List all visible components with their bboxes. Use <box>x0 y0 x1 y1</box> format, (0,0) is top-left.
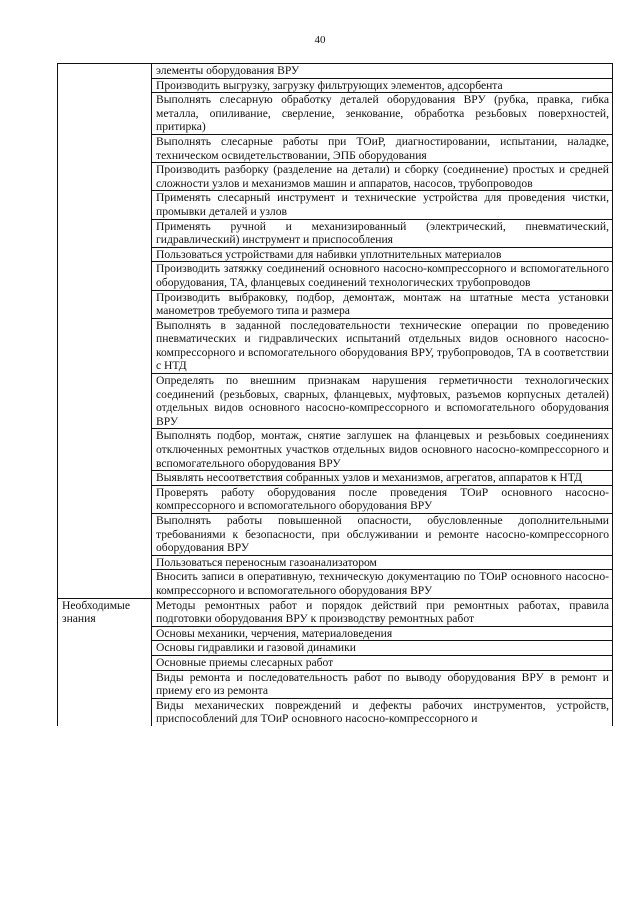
skills-label-cell <box>58 555 152 570</box>
skills-item: Определять по внешним признакам нарушения герметичности технологических соединений (резьбовых, сварных, фланцевых, муфтовых, разъемов корпусных деталей) отдельных видов основного насосно-компрессорного и вспомогательного оборудования ВРУ <box>152 374 613 429</box>
skills-label-cell <box>58 78 152 93</box>
skills-item: Применять слесарный инструмент и технические устройства для проведения чистки, промывки деталей и узлов <box>152 191 613 219</box>
skills-label-cell <box>58 219 152 247</box>
skills-row <box>58 514 613 556</box>
knowledge-label-cell <box>58 655 152 670</box>
skills-row <box>58 219 613 247</box>
skills-row <box>58 290 613 318</box>
page-number: 40 <box>314 34 326 46</box>
skills-label-cell <box>58 471 152 486</box>
skills-row <box>58 78 613 93</box>
skills-label-cell <box>58 247 152 262</box>
skills-item: Вносить записи в оперативную, техническую документацию по ТОиР основного насосно-компрессорного и вспомогательного оборудования ВРУ <box>152 570 613 598</box>
skills-label-cell <box>58 514 152 556</box>
skills-item: Выполнять в заданной последовательности технические операции по проведению пневматических и гидравлических испытаний отдельных видов основного насосно-компрессорного и вспомогательного оборудования ВРУ, трубопроводов, ТА в соответствии с НТД <box>152 318 613 373</box>
skills-row <box>58 262 613 290</box>
knowledge-item: Основные приемы слесарных работ <box>152 655 613 670</box>
knowledge-row <box>58 598 613 626</box>
knowledge-item: Виды механических повреждений и дефекты рабочих инструментов, устройств, приспособлений для ТОиР основного насосно-компрессорного и <box>152 698 613 726</box>
knowledge-label-cell <box>58 626 152 641</box>
skills-item: Производить разборку (разделение на детали) и сборку (соединение) простых и средней сложности узлов и механизмов машин и аппаратов, насосов, трубопроводов <box>152 163 613 191</box>
skills-item: Выполнять слесарные работы при ТОиР, диагностировании, испытании, наладке, техническом освидетельствовании, ЭПБ оборудования <box>152 134 613 162</box>
skills-row <box>58 374 613 429</box>
skills-item: Производить затяжку соединений основного насосно-компрессорного и вспомогательного оборудования, ТА, фланцевых соединений технологических трубопроводов <box>152 262 613 290</box>
skills-label-cell <box>58 191 152 219</box>
knowledge-row <box>58 670 613 698</box>
skills-item: Применять ручной и механизированный (электрический, пневматический, гидравлический) инструмент и приспособления <box>152 219 613 247</box>
skills-row <box>58 247 613 262</box>
skills-item: Выполнять работы повышенной опасности, обусловленные дополнительными требованиями к безопасности, при обслуживании и ремонте насосно-компрессорного оборудования ВРУ <box>152 514 613 556</box>
skills-label-cell <box>58 318 152 373</box>
knowledge-label-cell <box>58 698 152 726</box>
skills-label-cell <box>58 485 152 513</box>
knowledge-row <box>58 698 613 726</box>
knowledge-item: Основы гидравлики и газовой динамики <box>152 641 613 656</box>
knowledge-label-cell <box>58 641 152 656</box>
skills-row <box>58 429 613 471</box>
knowledge-item: Основы механики, черчения, материаловедения <box>152 626 613 641</box>
knowledge-item: Методы ремонтных работ и порядок действий при ремонтных работах, правила подготовки оборудования ВРУ к производству ремонтных работ <box>152 598 613 626</box>
skills-row <box>58 318 613 373</box>
skills-item: Выполнять слесарную обработку деталей оборудования ВРУ (рубка, правка, гибка металла, опиливание, сверление, зенкование, обработка резьбовых поверхностей, притирка) <box>152 93 613 135</box>
skills-row <box>58 570 613 598</box>
skills-row <box>58 471 613 486</box>
skills-label-cell <box>58 374 152 429</box>
knowledge-row <box>58 655 613 670</box>
skills-item: Выполнять подбор, монтаж, снятие заглушек на фланцевых и резьбовых соединениях отключенных ремонтных участков отдельных видов основного насосно-компрессорного и вспомогательного оборудования ВРУ <box>152 429 613 471</box>
skills-item: элементы оборудования ВРУ <box>152 64 613 79</box>
skills-row <box>58 555 613 570</box>
skills-row <box>58 163 613 191</box>
skills-row <box>58 191 613 219</box>
skills-row <box>58 64 613 79</box>
knowledge-row <box>58 641 613 656</box>
skills-label-cell <box>58 163 152 191</box>
knowledge-item: Виды ремонта и последовательность работ по выводу оборудования ВРУ в ремонт и приему его из ремонта <box>152 670 613 698</box>
skills-label-cell <box>58 290 152 318</box>
skills-label-cell <box>58 262 152 290</box>
skills-label-cell <box>58 93 152 135</box>
skills-item: Пользоваться устройствами для набивки уплотнительных материалов <box>152 247 613 262</box>
skills-row <box>58 93 613 135</box>
skills-row <box>58 134 613 162</box>
knowledge-row <box>58 626 613 641</box>
skills-item: Пользоваться переносным газоанализатором <box>152 555 613 570</box>
skills-label-cell <box>58 134 152 162</box>
skills-item: Производить выгрузку, загрузку фильтрующих элементов, адсорбента <box>152 78 613 93</box>
skills-item: Выявлять несоответствия собранных узлов и механизмов, агрегатов, аппаратов к НТД <box>152 471 613 486</box>
skills-item: Проверять работу оборудования после проведения ТОиР основного насосно-компрессорного и вспомогательного оборудования ВРУ <box>152 485 613 513</box>
knowledge-label-cell: Необходимые знания <box>58 598 152 626</box>
skills-label-cell <box>58 429 152 471</box>
skills-label-cell <box>58 64 152 79</box>
requirements-table-body <box>58 64 613 726</box>
skills-row <box>58 485 613 513</box>
requirements-table <box>57 63 613 726</box>
knowledge-label-cell <box>58 670 152 698</box>
skills-label-cell <box>58 570 152 598</box>
skills-item: Производить выбраковку, подбор, демонтаж, монтаж на штатные места установки манометров требуемого типа и размера <box>152 290 613 318</box>
